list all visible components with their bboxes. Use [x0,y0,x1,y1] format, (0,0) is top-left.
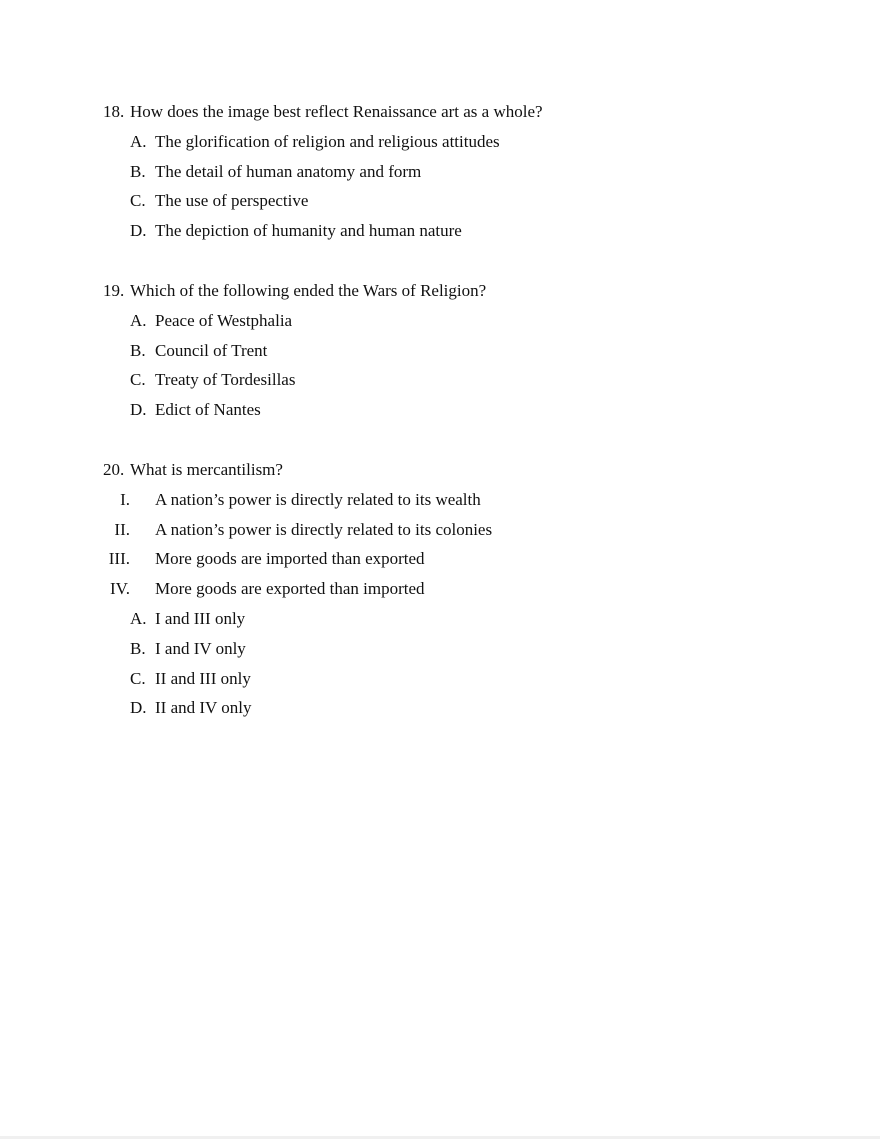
option-text: Peace of Westphalia [155,310,293,330]
question-number: 19. [103,281,125,300]
question-stem [0,280,880,310]
roman-numeral: III. [108,549,130,569]
statement-i [0,489,880,519]
option-text: The use of perspective [155,191,309,211]
answer-option-a [0,310,880,340]
question-stem [0,459,880,489]
option-text: I and III only [155,608,246,628]
option-text: II and III only [155,668,251,688]
question-20 [0,459,880,727]
option-text: II and IV only [155,698,252,718]
option-letter: A. [130,310,147,330]
roman-numeral: I. [120,489,130,509]
answer-option-c [0,668,880,698]
answer-option-d [0,399,880,429]
question-number: 20. [103,460,125,479]
option-text: I and IV only [155,638,246,658]
answer-option-c [0,190,880,220]
option-text: The depiction of humanity and human nature [155,221,462,241]
question-18 [0,101,880,250]
option-text: Treaty of Tordesillas [155,370,296,390]
answer-option-d [0,697,880,727]
option-letter: C. [130,370,146,390]
option-text: The detail of human anatomy and form [155,161,422,181]
statement-text: More goods are exported than imported [155,579,425,599]
option-letter: C. [130,668,146,688]
option-letter: A. [130,608,147,628]
option-text: The glorification of religion and religious attitudes [155,131,500,151]
statement-iv [0,578,880,608]
option-letter: A. [130,131,147,151]
option-letter: D. [130,400,147,420]
option-letter: C. [130,191,146,211]
roman-numeral: IV. [110,579,130,599]
answer-option-b [0,340,880,370]
statement-text: More goods are imported than exported [155,549,425,569]
answer-option-d [0,220,880,250]
statement-iii [0,548,880,578]
option-letter: B. [130,161,146,181]
question-text: What is mercantilism? [130,460,283,479]
option-letter: D. [130,221,147,241]
question-number: 18. [103,102,125,121]
option-letter: B. [130,340,146,360]
question-stem [0,101,880,131]
statement-ii [0,519,880,549]
statement-text: A nation’s power is directly related to its wealth [155,489,481,509]
roman-numeral: II. [114,519,130,539]
statement-text: A nation’s power is directly related to its colonies [155,519,493,539]
question-text: How does the image best reflect Renaissance art as a whole? [130,102,543,121]
answer-option-c [0,369,880,399]
option-letter: D. [130,698,147,718]
answer-option-b [0,161,880,191]
answer-option-a [0,608,880,638]
question-19 [0,280,880,429]
answer-option-a [0,131,880,161]
option-text: Council of Trent [155,340,268,360]
question-text: Which of the following ended the Wars of Religion? [130,281,487,300]
option-letter: B. [130,638,146,658]
answer-option-b [0,638,880,668]
option-text: Edict of Nantes [155,400,261,420]
